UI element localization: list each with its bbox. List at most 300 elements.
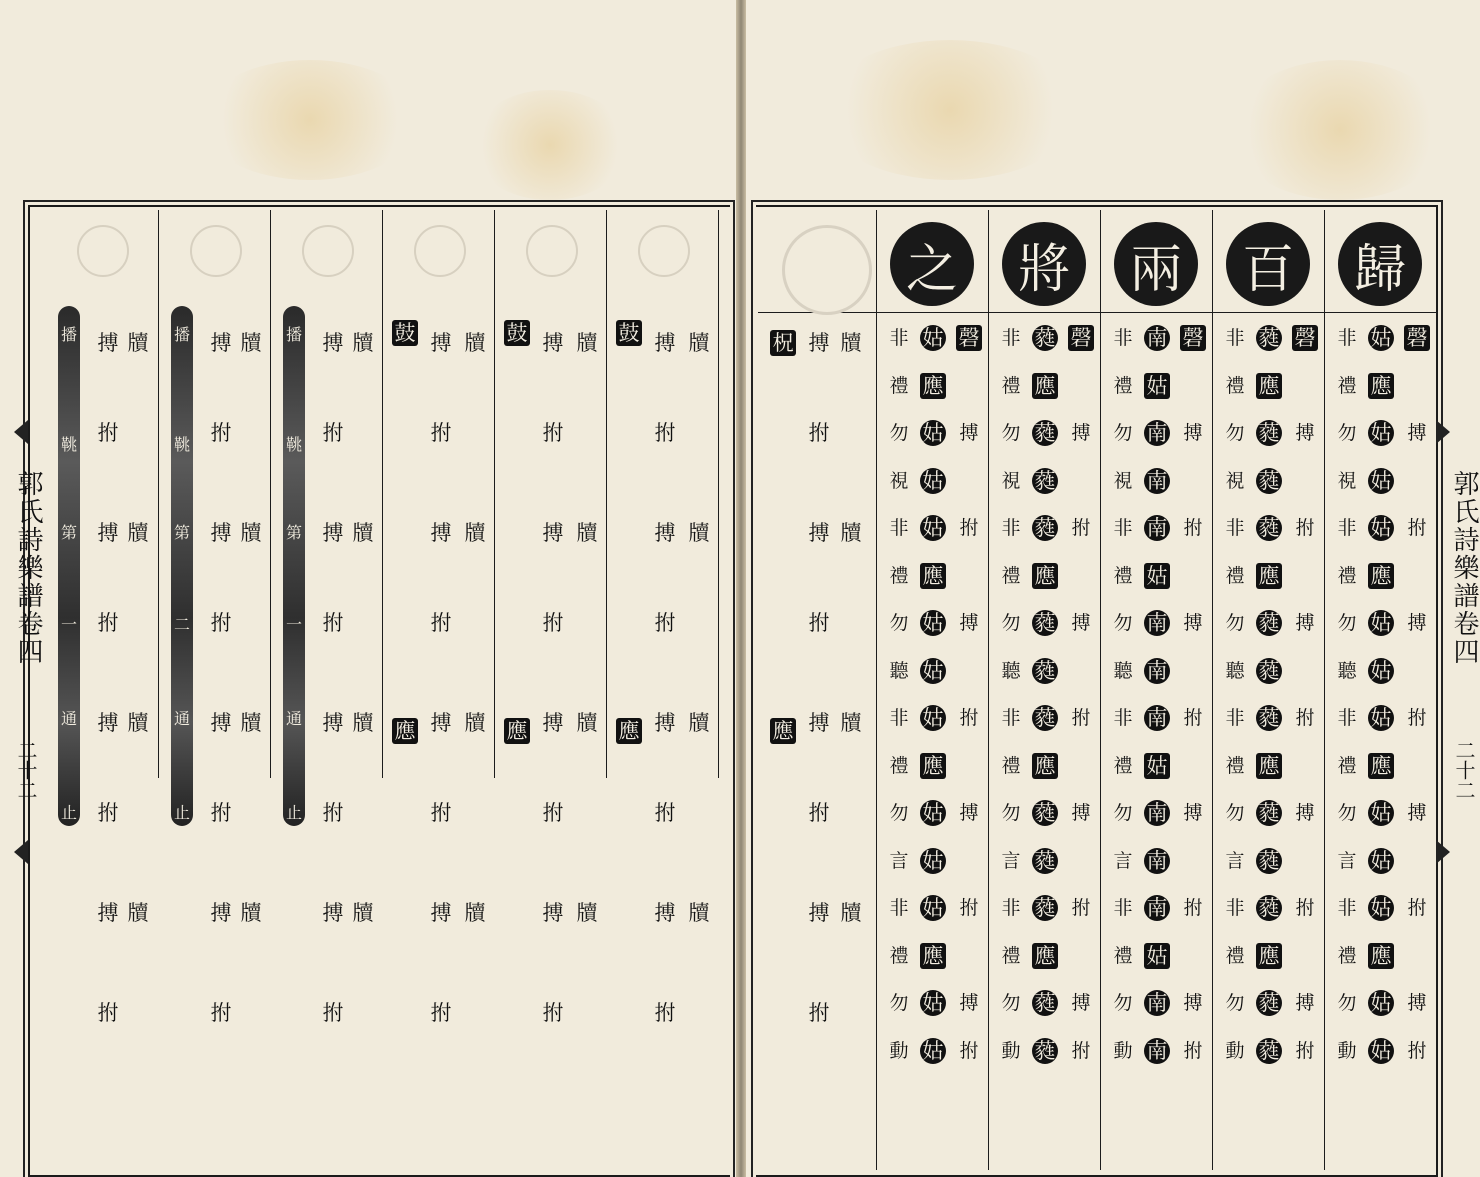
lyric-char: 非 bbox=[889, 897, 909, 919]
note-bo: 搏 bbox=[542, 901, 564, 925]
note-fu: 拊 bbox=[1407, 897, 1427, 919]
note-du: 牘 bbox=[576, 521, 598, 545]
lyric-char: 聽 bbox=[889, 659, 909, 682]
column-divider bbox=[1324, 210, 1325, 1170]
lyric-char: 勿 bbox=[1001, 992, 1021, 1014]
pitch-note: 姑 bbox=[920, 515, 946, 541]
lyric-char: 言 bbox=[1001, 849, 1021, 872]
drum-box: 鼓 bbox=[504, 320, 530, 346]
note-bo: 搏 bbox=[1071, 612, 1091, 634]
note-du: 牘 bbox=[840, 521, 862, 545]
lyric-char: 勿 bbox=[889, 612, 909, 634]
faded-circle-mark bbox=[638, 225, 690, 277]
pitch-note: 南 bbox=[1144, 658, 1170, 684]
title-char-circle: 百 bbox=[1226, 222, 1310, 306]
paper-stain bbox=[1230, 60, 1450, 200]
pitch-note: 蕤 bbox=[1032, 895, 1058, 921]
pitch-note: 南 bbox=[1144, 420, 1170, 446]
note-bo: 搏 bbox=[210, 331, 232, 355]
note-fu: 拊 bbox=[1071, 707, 1091, 729]
note-bo: 搏 bbox=[1407, 802, 1427, 824]
lyric-char: 非 bbox=[1225, 327, 1245, 349]
note-bo: 搏 bbox=[322, 711, 344, 735]
lyric-char: 禮 bbox=[1337, 944, 1357, 967]
note-fu: 拊 bbox=[97, 801, 119, 825]
note-fu: 拊 bbox=[97, 611, 119, 635]
lyric-char: 非 bbox=[1113, 517, 1133, 539]
note-fu: 拊 bbox=[1183, 517, 1203, 539]
note-fu: 拊 bbox=[430, 611, 452, 635]
pitch-note: 姑 bbox=[920, 800, 946, 826]
lyric-char: 言 bbox=[1337, 849, 1357, 872]
strip-label: 第 bbox=[173, 523, 190, 542]
note-bo: 搏 bbox=[542, 331, 564, 355]
right-margin-title: 郭氏詩樂譜卷四 bbox=[1449, 470, 1479, 666]
lyric-char: 禮 bbox=[889, 374, 909, 397]
lyric-char: 禮 bbox=[889, 944, 909, 967]
note-du: 牘 bbox=[352, 331, 374, 355]
pitch-note: 南 bbox=[1144, 325, 1170, 351]
lyric-char: 勿 bbox=[1225, 802, 1245, 824]
note-fu: 拊 bbox=[1183, 897, 1203, 919]
note-du: 牘 bbox=[576, 901, 598, 925]
lyric-char: 非 bbox=[1337, 707, 1357, 729]
title-empty-circle bbox=[782, 225, 872, 315]
pitch-note: 應 bbox=[1256, 563, 1282, 589]
lyric-char: 禮 bbox=[1337, 564, 1357, 587]
pitch-note: 應 bbox=[1032, 753, 1058, 779]
lyric-char: 勿 bbox=[1337, 802, 1357, 824]
lyric-char: 禮 bbox=[1113, 944, 1133, 967]
lyric-char: 非 bbox=[1113, 707, 1133, 729]
pitch-note: 蕤 bbox=[1256, 610, 1282, 636]
lyric-char: 動 bbox=[1113, 1039, 1133, 1062]
qing-box: 磬 bbox=[1180, 325, 1206, 351]
note-bo: 搏 bbox=[959, 422, 979, 444]
lyric-char: 言 bbox=[1225, 849, 1245, 872]
pitch-note: 應 bbox=[1368, 563, 1394, 589]
pitch-note: 姑 bbox=[920, 658, 946, 684]
strip-label: 播 bbox=[173, 325, 190, 344]
title-char-circle: 兩 bbox=[1114, 222, 1198, 306]
note-du: 牘 bbox=[127, 711, 149, 735]
note-fu: 拊 bbox=[430, 1001, 452, 1025]
pitch-note: 姑 bbox=[1368, 895, 1394, 921]
note-fu: 拊 bbox=[1295, 897, 1315, 919]
note-fu: 拊 bbox=[808, 421, 830, 445]
note-du: 牘 bbox=[240, 521, 262, 545]
note-fu: 拊 bbox=[322, 1001, 344, 1025]
note-du: 牘 bbox=[840, 901, 862, 925]
lyric-char: 勿 bbox=[889, 992, 909, 1014]
pitch-note: 蕤 bbox=[1256, 515, 1282, 541]
pitch-note: 南 bbox=[1144, 848, 1170, 874]
lyric-char: 非 bbox=[1001, 517, 1021, 539]
pitch-note: 姑 bbox=[1368, 990, 1394, 1016]
paper-stain bbox=[470, 90, 630, 200]
note-du: 牘 bbox=[127, 331, 149, 355]
lyric-char: 勿 bbox=[1113, 802, 1133, 824]
note-fu: 拊 bbox=[808, 1001, 830, 1025]
note-bo: 搏 bbox=[1071, 422, 1091, 444]
qing-box: 磬 bbox=[1404, 325, 1430, 351]
note-bo: 搏 bbox=[808, 521, 830, 545]
note-fu: 拊 bbox=[808, 611, 830, 635]
column-divider bbox=[876, 210, 877, 1170]
faded-circle-mark bbox=[302, 225, 354, 277]
lyric-char: 禮 bbox=[1113, 374, 1133, 397]
note-fu: 拊 bbox=[1071, 897, 1091, 919]
lyric-char: 非 bbox=[1225, 517, 1245, 539]
note-bo: 搏 bbox=[542, 711, 564, 735]
paper-stain bbox=[820, 40, 1080, 180]
lyric-char: 勿 bbox=[1113, 612, 1133, 634]
lyric-char: 禮 bbox=[1337, 374, 1357, 397]
note-bo: 搏 bbox=[1295, 612, 1315, 634]
left-margin-title: 郭氏詩樂譜卷四 bbox=[13, 470, 43, 666]
note-fu: 拊 bbox=[210, 801, 232, 825]
pitch-note: 蕤 bbox=[1032, 990, 1058, 1016]
title-char-circle: 之 bbox=[890, 222, 974, 306]
ying-box: 應 bbox=[504, 718, 530, 744]
strip-label: 鞉 bbox=[60, 435, 77, 454]
pitch-note: 應 bbox=[1032, 373, 1058, 399]
pitch-note: 南 bbox=[1144, 990, 1170, 1016]
note-fu: 拊 bbox=[1295, 517, 1315, 539]
note-bo: 搏 bbox=[808, 331, 830, 355]
note-fu: 拊 bbox=[322, 611, 344, 635]
note-fu: 拊 bbox=[430, 421, 452, 445]
column-divider bbox=[158, 210, 159, 778]
lyric-char: 言 bbox=[889, 849, 909, 872]
lyric-char: 聽 bbox=[1225, 659, 1245, 682]
note-fu: 拊 bbox=[210, 421, 232, 445]
pitch-note: 蕤 bbox=[1256, 895, 1282, 921]
paper-stain bbox=[200, 60, 420, 180]
lyric-char: 視 bbox=[1337, 469, 1357, 492]
lyric-char: 禮 bbox=[1001, 374, 1021, 397]
lyric-char: 動 bbox=[889, 1039, 909, 1062]
lyric-char: 禮 bbox=[1001, 944, 1021, 967]
pitch-note: 蕤 bbox=[1256, 705, 1282, 731]
lyric-char: 禮 bbox=[889, 754, 909, 777]
lyric-char: 禮 bbox=[1001, 754, 1021, 777]
note-du: 牘 bbox=[127, 901, 149, 925]
pitch-note: 應 bbox=[920, 373, 946, 399]
strip-label: 二 bbox=[173, 615, 190, 634]
note-du: 牘 bbox=[576, 331, 598, 355]
lyric-char: 勿 bbox=[1225, 612, 1245, 634]
note-bo: 搏 bbox=[210, 711, 232, 735]
column-divider bbox=[382, 210, 383, 778]
lyric-char: 禮 bbox=[889, 564, 909, 587]
strip-label: 止 bbox=[60, 803, 77, 822]
barline-strip bbox=[58, 306, 80, 826]
pitch-note: 蕤 bbox=[1256, 325, 1282, 351]
pitch-note: 蕤 bbox=[1256, 1038, 1282, 1064]
pitch-note: 姑 bbox=[920, 848, 946, 874]
pitch-note: 南 bbox=[1144, 515, 1170, 541]
lyric-char: 非 bbox=[889, 327, 909, 349]
lyric-char: 禮 bbox=[1113, 564, 1133, 587]
note-fu: 拊 bbox=[97, 421, 119, 445]
pitch-note: 蕤 bbox=[1032, 610, 1058, 636]
note-bo: 搏 bbox=[1295, 802, 1315, 824]
strip-label: 止 bbox=[173, 803, 190, 822]
pitch-note: 蕤 bbox=[1032, 325, 1058, 351]
note-bo: 搏 bbox=[97, 711, 119, 735]
pitch-note: 應 bbox=[1032, 563, 1058, 589]
note-du: 牘 bbox=[352, 711, 374, 735]
pitch-note: 姑 bbox=[1368, 610, 1394, 636]
note-bo: 搏 bbox=[1295, 422, 1315, 444]
pitch-note: 應 bbox=[1256, 753, 1282, 779]
note-fu: 拊 bbox=[1295, 1039, 1315, 1062]
pitch-note: 姑 bbox=[920, 990, 946, 1016]
note-bo: 搏 bbox=[808, 901, 830, 925]
lyric-char: 勿 bbox=[1113, 422, 1133, 444]
note-bo: 搏 bbox=[654, 901, 676, 925]
right-folio: 二十二 bbox=[1452, 740, 1476, 800]
note-fu: 拊 bbox=[959, 707, 979, 729]
note-bo: 搏 bbox=[959, 992, 979, 1014]
lyric-char: 勿 bbox=[1225, 422, 1245, 444]
pitch-note: 應 bbox=[1368, 373, 1394, 399]
drum-box: 鼓 bbox=[616, 320, 642, 346]
note-du: 牘 bbox=[688, 521, 710, 545]
strip-label: 通 bbox=[173, 709, 190, 728]
pitch-note: 姑 bbox=[1144, 373, 1170, 399]
note-bo: 搏 bbox=[959, 802, 979, 824]
note-fu: 拊 bbox=[1071, 1039, 1091, 1062]
note-fu: 拊 bbox=[542, 801, 564, 825]
zhu-box: 柷 bbox=[770, 330, 796, 356]
lyric-char: 聽 bbox=[1001, 659, 1021, 682]
pitch-note: 姑 bbox=[1368, 658, 1394, 684]
note-bo: 搏 bbox=[210, 521, 232, 545]
title-char-circle: 將 bbox=[1002, 222, 1086, 306]
note-bo: 搏 bbox=[1183, 992, 1203, 1014]
pitch-note: 蕤 bbox=[1256, 990, 1282, 1016]
note-bo: 搏 bbox=[959, 612, 979, 634]
note-fu: 拊 bbox=[210, 1001, 232, 1025]
note-bo: 搏 bbox=[1071, 802, 1091, 824]
note-bo: 搏 bbox=[97, 901, 119, 925]
strip-label: 鞉 bbox=[173, 435, 190, 454]
pitch-note: 南 bbox=[1144, 468, 1170, 494]
pitch-note: 姑 bbox=[920, 705, 946, 731]
lyric-char: 視 bbox=[1001, 469, 1021, 492]
lyric-char: 言 bbox=[1113, 849, 1133, 872]
lyric-char: 勿 bbox=[1337, 422, 1357, 444]
note-du: 牘 bbox=[240, 901, 262, 925]
note-bo: 搏 bbox=[322, 331, 344, 355]
pitch-note: 蕤 bbox=[1032, 1038, 1058, 1064]
note-bo: 搏 bbox=[322, 521, 344, 545]
fish-tail-mark bbox=[14, 840, 28, 864]
note-bo: 搏 bbox=[654, 711, 676, 735]
note-fu: 拊 bbox=[1407, 707, 1427, 729]
note-bo: 搏 bbox=[1407, 992, 1427, 1014]
strip-label: 止 bbox=[285, 803, 302, 822]
pitch-note: 蕤 bbox=[1256, 848, 1282, 874]
pitch-note: 姑 bbox=[920, 325, 946, 351]
strip-label: 播 bbox=[285, 325, 302, 344]
note-bo: 搏 bbox=[97, 331, 119, 355]
note-fu: 拊 bbox=[542, 421, 564, 445]
lyric-char: 勿 bbox=[1001, 612, 1021, 634]
lyric-char: 禮 bbox=[1113, 754, 1133, 777]
lyric-char: 動 bbox=[1225, 1039, 1245, 1062]
column-divider bbox=[270, 210, 271, 778]
lyric-char: 非 bbox=[1337, 897, 1357, 919]
note-du: 牘 bbox=[688, 331, 710, 355]
pitch-note: 南 bbox=[1144, 705, 1170, 731]
note-fu: 拊 bbox=[654, 611, 676, 635]
ying-box: 應 bbox=[616, 718, 642, 744]
pitch-note: 蕤 bbox=[1256, 468, 1282, 494]
note-du: 牘 bbox=[240, 331, 262, 355]
pitch-note: 姑 bbox=[1144, 753, 1170, 779]
note-du: 牘 bbox=[240, 711, 262, 735]
book-spine bbox=[736, 0, 746, 1177]
note-fu: 拊 bbox=[1183, 1039, 1203, 1062]
note-du: 牘 bbox=[352, 521, 374, 545]
pitch-note: 應 bbox=[1256, 943, 1282, 969]
note-bo: 搏 bbox=[430, 521, 452, 545]
pitch-note: 蕤 bbox=[1256, 420, 1282, 446]
note-du: 牘 bbox=[840, 711, 862, 735]
pitch-note: 蕤 bbox=[1032, 515, 1058, 541]
lyric-char: 禮 bbox=[1225, 754, 1245, 777]
note-du: 牘 bbox=[127, 521, 149, 545]
pitch-note: 應 bbox=[1256, 373, 1282, 399]
lyric-char: 聽 bbox=[1337, 659, 1357, 682]
note-du: 牘 bbox=[840, 331, 862, 355]
pitch-note: 姑 bbox=[920, 610, 946, 636]
lyric-char: 非 bbox=[1001, 327, 1021, 349]
column-divider bbox=[494, 210, 495, 778]
pitch-note: 姑 bbox=[1368, 420, 1394, 446]
note-bo: 搏 bbox=[210, 901, 232, 925]
note-fu: 拊 bbox=[1295, 707, 1315, 729]
note-bo: 搏 bbox=[430, 711, 452, 735]
note-fu: 拊 bbox=[654, 1001, 676, 1025]
pitch-note: 蕤 bbox=[1032, 800, 1058, 826]
note-bo: 搏 bbox=[1407, 612, 1427, 634]
faded-circle-mark bbox=[526, 225, 578, 277]
note-fu: 拊 bbox=[210, 611, 232, 635]
note-fu: 拊 bbox=[542, 611, 564, 635]
lyric-char: 禮 bbox=[1001, 564, 1021, 587]
column-divider bbox=[606, 210, 607, 778]
column-divider bbox=[1100, 210, 1101, 1170]
pitch-note: 姑 bbox=[920, 895, 946, 921]
note-bo: 搏 bbox=[430, 331, 452, 355]
lyric-char: 禮 bbox=[1225, 564, 1245, 587]
pitch-note: 蕤 bbox=[1032, 468, 1058, 494]
pitch-note: 姑 bbox=[920, 1038, 946, 1064]
pitch-note: 應 bbox=[1032, 943, 1058, 969]
column-divider bbox=[1436, 210, 1437, 1170]
strip-label: 通 bbox=[60, 709, 77, 728]
lyric-char: 視 bbox=[1225, 469, 1245, 492]
lyric-char: 非 bbox=[889, 517, 909, 539]
lyric-char: 禮 bbox=[1337, 754, 1357, 777]
strip-label: 播 bbox=[60, 325, 77, 344]
lyric-char: 視 bbox=[1113, 469, 1133, 492]
drum-box: 鼓 bbox=[392, 320, 418, 346]
lyric-char: 勿 bbox=[1337, 612, 1357, 634]
note-fu: 拊 bbox=[1407, 1039, 1427, 1062]
lyric-char: 勿 bbox=[889, 802, 909, 824]
faded-circle-mark bbox=[414, 225, 466, 277]
note-du: 牘 bbox=[464, 521, 486, 545]
note-bo: 搏 bbox=[654, 331, 676, 355]
lyric-char: 非 bbox=[1001, 897, 1021, 919]
note-du: 牘 bbox=[464, 331, 486, 355]
pitch-note: 姑 bbox=[920, 468, 946, 494]
fish-tail-mark bbox=[1436, 840, 1450, 864]
note-du: 牘 bbox=[464, 711, 486, 735]
lyric-char: 勿 bbox=[1225, 992, 1245, 1014]
pitch-note: 蕤 bbox=[1032, 420, 1058, 446]
pitch-note: 蕤 bbox=[1256, 658, 1282, 684]
note-fu: 拊 bbox=[959, 897, 979, 919]
fish-tail-mark bbox=[1436, 420, 1450, 444]
strip-label: 一 bbox=[60, 615, 77, 634]
pitch-note: 應 bbox=[1368, 753, 1394, 779]
note-fu: 拊 bbox=[1183, 707, 1203, 729]
note-fu: 拊 bbox=[542, 1001, 564, 1025]
note-bo: 搏 bbox=[1183, 802, 1203, 824]
column-divider bbox=[988, 210, 989, 1170]
strip-label: 第 bbox=[60, 523, 77, 542]
lyric-char: 動 bbox=[1337, 1039, 1357, 1062]
note-fu: 拊 bbox=[97, 1001, 119, 1025]
note-du: 牘 bbox=[464, 901, 486, 925]
lyric-char: 非 bbox=[1337, 517, 1357, 539]
note-fu: 拊 bbox=[959, 517, 979, 539]
note-bo: 搏 bbox=[542, 521, 564, 545]
lyric-char: 聽 bbox=[1113, 659, 1133, 682]
note-fu: 拊 bbox=[430, 801, 452, 825]
note-bo: 搏 bbox=[1071, 992, 1091, 1014]
pitch-note: 南 bbox=[1144, 610, 1170, 636]
pitch-note: 應 bbox=[920, 943, 946, 969]
pitch-note: 蕤 bbox=[1032, 705, 1058, 731]
note-fu: 拊 bbox=[322, 421, 344, 445]
pitch-note: 應 bbox=[920, 753, 946, 779]
strip-label: 一 bbox=[285, 615, 302, 634]
lyric-char: 禮 bbox=[1225, 944, 1245, 967]
column-divider bbox=[718, 210, 719, 778]
note-fu: 拊 bbox=[654, 421, 676, 445]
faded-circle-mark bbox=[77, 225, 129, 277]
note-bo: 搏 bbox=[1183, 612, 1203, 634]
lyric-char: 非 bbox=[1113, 897, 1133, 919]
barline-strip bbox=[283, 306, 305, 826]
lyric-char: 勿 bbox=[1337, 992, 1357, 1014]
note-bo: 搏 bbox=[322, 901, 344, 925]
ying-box: 應 bbox=[770, 718, 796, 744]
lyric-char: 勿 bbox=[1113, 992, 1133, 1014]
pitch-note: 南 bbox=[1144, 895, 1170, 921]
pitch-note: 姑 bbox=[1368, 705, 1394, 731]
strip-label: 第 bbox=[285, 523, 302, 542]
pitch-note: 蕤 bbox=[1032, 658, 1058, 684]
strip-label: 通 bbox=[285, 709, 302, 728]
